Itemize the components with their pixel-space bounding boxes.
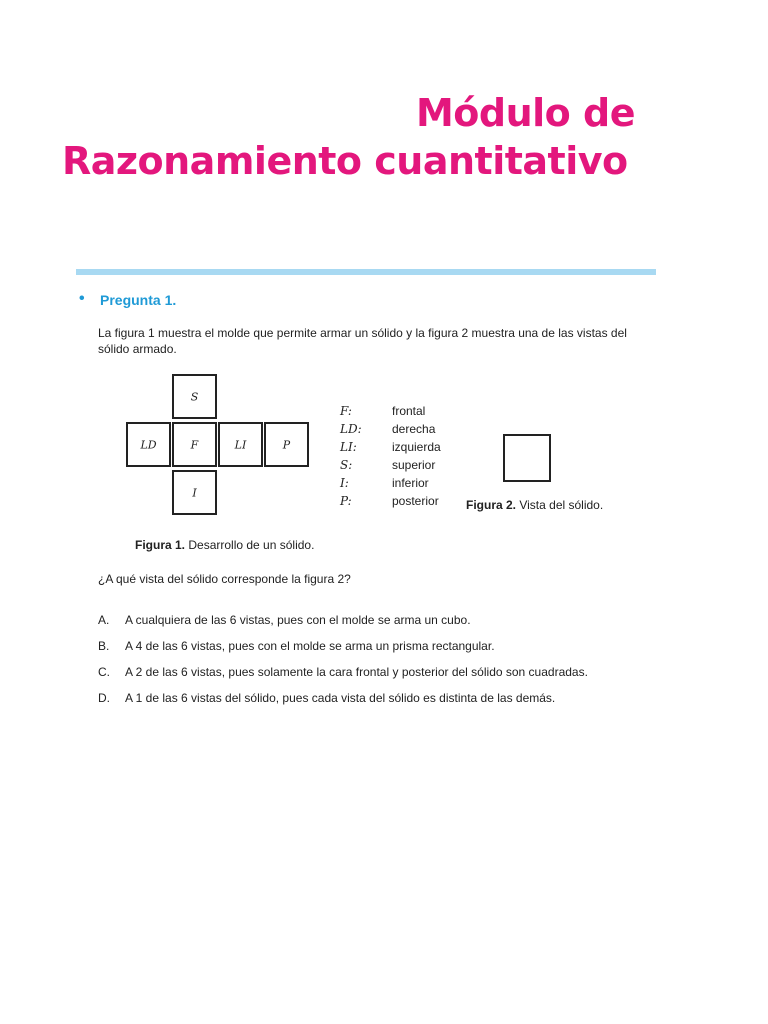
answer-option-c xyxy=(98,665,588,679)
legend-key: F: xyxy=(340,404,352,418)
option-text: A 4 de las 6 vistas, pues con el molde se arma un prisma rectangular. xyxy=(125,639,495,653)
legend-key: I: xyxy=(340,476,349,490)
figure-2-square xyxy=(503,434,551,482)
option-letter: D. xyxy=(98,691,110,705)
figure-1-caption xyxy=(135,538,314,552)
net-label-right: LI xyxy=(234,438,247,451)
answer-option-b xyxy=(98,639,495,653)
net-label-top: S xyxy=(190,390,199,403)
legend-key: S: xyxy=(340,458,353,472)
legend xyxy=(340,402,441,510)
legend-row xyxy=(340,420,441,438)
option-letter: B. xyxy=(98,639,110,653)
title-line-2: Razonamiento cuantitativo xyxy=(62,139,628,183)
legend-row xyxy=(340,438,441,456)
legend-key: LD: xyxy=(340,422,362,436)
net-cell-right xyxy=(218,422,263,467)
net-label-far-right: P xyxy=(282,438,291,451)
net-cell-top xyxy=(172,374,217,419)
legend-value: derecha xyxy=(392,422,436,436)
legend-row xyxy=(340,474,441,492)
figure-2-caption xyxy=(466,498,603,512)
question-intro: La figura 1 muestra el molde que permite armar un sólido y la figura 2 muestra una de las vistas del sólido armado. xyxy=(98,326,627,356)
question-prompt: ¿A qué vista del sólido corresponde la figura 2? xyxy=(98,572,351,586)
option-letter: A. xyxy=(98,613,110,627)
net-label-bottom: I xyxy=(192,486,197,499)
title-line-1: Módulo de xyxy=(415,91,635,135)
legend-key: LI: xyxy=(340,440,357,454)
option-letter: C. xyxy=(98,665,110,679)
legend-value: frontal xyxy=(392,404,426,418)
figure-2-caption-text: Vista del sólido. xyxy=(516,498,604,512)
question-heading-text: Pregunta 1. xyxy=(100,292,177,308)
net-cell-left xyxy=(126,422,171,467)
legend-value: izquierda xyxy=(392,440,441,454)
legend-row xyxy=(340,402,441,420)
option-text: A 1 de las 6 vistas del sólido, pues cada vista del sólido es distinta de las demás. xyxy=(125,691,556,705)
figure-2-caption-label: Figura 2. xyxy=(466,498,517,512)
net-label-center: F xyxy=(190,438,199,451)
figure-1-caption-label: Figura 1. xyxy=(135,538,186,552)
legend-value: posterior xyxy=(392,494,439,508)
net-label-left: LD xyxy=(140,438,157,451)
net-cell-bottom xyxy=(172,470,217,515)
legend-key: P: xyxy=(340,494,352,508)
option-text: A 2 de las 6 vistas, pues solamente la cara frontal y posterior del sólido son cuadradas. xyxy=(125,665,588,679)
net-cell-far-right xyxy=(264,422,309,467)
answer-option-d xyxy=(98,691,555,705)
option-text: A cualquiera de las 6 vistas, pues con el molde se arma un cubo. xyxy=(125,613,471,627)
figure-1-caption-text: Desarrollo de un sólido. xyxy=(185,538,315,552)
section-divider xyxy=(76,269,656,275)
legend-row xyxy=(340,456,441,474)
legend-value: superior xyxy=(392,458,436,472)
question-heading xyxy=(79,290,177,308)
net-cell-center xyxy=(172,422,217,467)
legend-value: inferior xyxy=(392,476,429,490)
bullet-icon: • xyxy=(79,290,85,307)
legend-row xyxy=(340,492,441,510)
answer-option-a xyxy=(98,613,471,627)
